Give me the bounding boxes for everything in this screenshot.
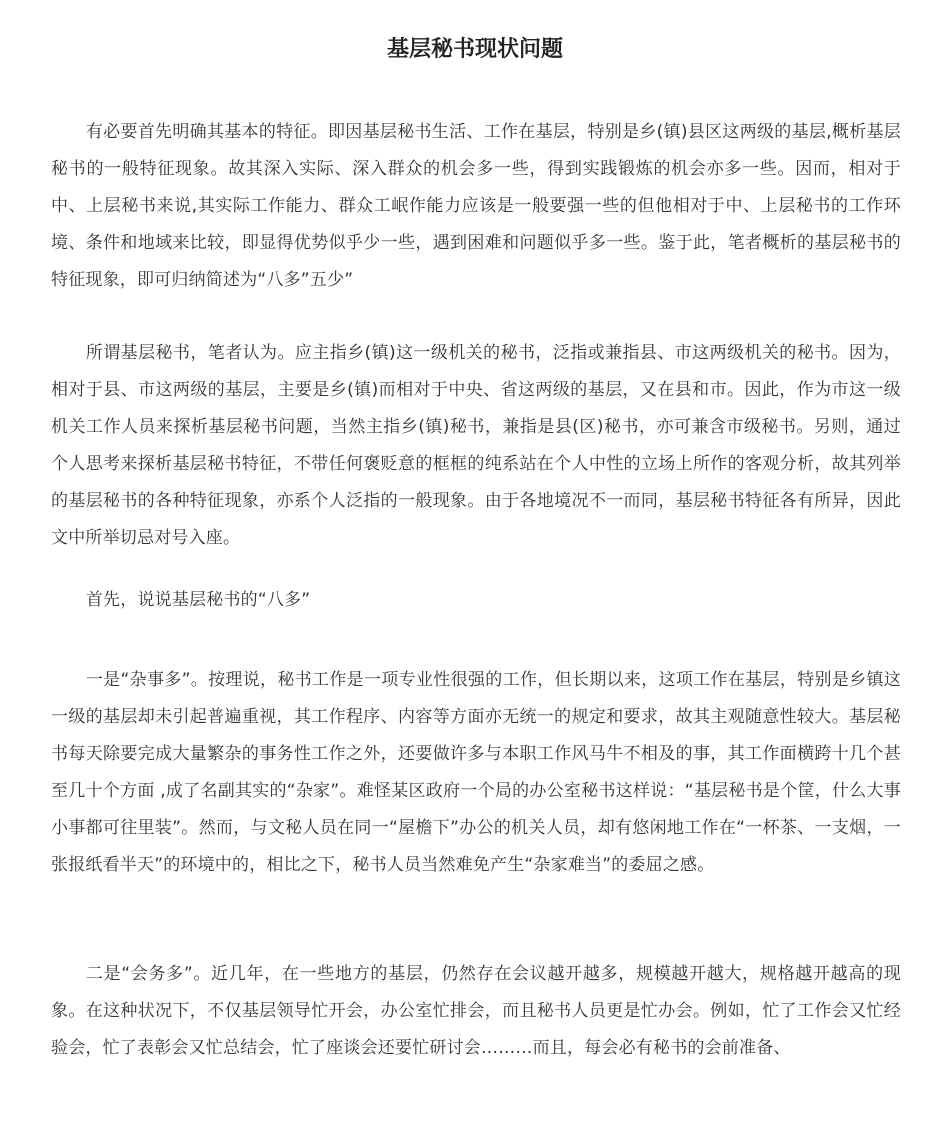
paragraph-definition: 所谓基层秘书，笔者认为。应主指乡(镇)这一级机关的秘书，泛指或兼指县、市这两级机关的秘书。因为，相对于县、市这两级的基层，主要是乡(镇)而相对于中央、省这两级的基层，又在县和市。因此，作为市这一级机关工作人员来探析基层秘书问题，当然主指乡(镇)秘书，兼指是县(区)秘书，亦可兼含市级秘书。另则，通过个人思考来探析基层秘书特征，不带任何褒贬意的框框的纯系站在个人中性的立场上所作的客观分析，故其列举的基层秘书的各种特征现象，亦系个人泛指的一般现象。由于各地境况不一而同，基层秘书特征各有所异，因此文中所举切忌对号入座。: [51, 343, 901, 548]
paragraph-section-heading: 首先，说说基层秘书的“八多”: [85, 590, 311, 610]
paragraph-intro: 有必要首先明确其基本的特征。即因基层秘书生活、工作在基层，特别是乡(镇)县区这两级的基层,概析基层秘书的一般特征现象。故其深入实际、深入群众的机会多一些，得到实践锻炼的机会亦多一些。因而，相对于中、上层秘书来说,其实际工作能力、群众工岷作能力应该是一般要强一些的但他相对于中、上层秘书的工作环境、条件和地域来比较，即显得优势似乎少一些，遇到困难和问题似乎多一些。鉴于此，笔者概析的基层秘书的特征现象，即可归纳简述为“八多”五少”: [51, 122, 901, 290]
paragraph-point-one: 一是“杂事多”。按理说，秘书工作是一项专业性很强的工作，但长期以来，这项工作在基层，特别是乡镇这一级的基层却未引起普遍重视，其工作程序、内容等方面亦无统一的规定和要求，故其主观随意性较大。基层秘书每天除要完成大量繁杂的事务性工作之外，还要做许多与本职工作风马牛不相及的事，其工作面横跨十几个甚至几十个方面 ,成了名副其实的“杂家”。难怪某区政府一个局的办公室秘书这样说：“基层秘书是个筐，什么大事小事都可往里装”。然而，与文秘人员在同一“屋檐下”办公的机关人员，却有悠闲地工作在“一杯茶、一支烟，一张报纸看半天”的环境中的，相比之下，秘书人员当然难免产生“杂家难当”的委屈之感。: [51, 670, 901, 875]
paragraph-point-two: 二是“会务多”。近几年，在一些地方的基层，仍然存在会议越开越多，规模越开越大，规格越开越高的现象。在这种状况下，不仅基层领导忙开会，办公室忙排会，而且秘书人员更是忙办会。例如，忙了工作会又忙经验会，忙了表彰会又忙总结会，忙了座谈会还要忙研讨会………而且，每会必有秘书的会前准备、: [51, 964, 901, 1058]
document-title: 基层秘书现状问题: [386, 37, 563, 62]
